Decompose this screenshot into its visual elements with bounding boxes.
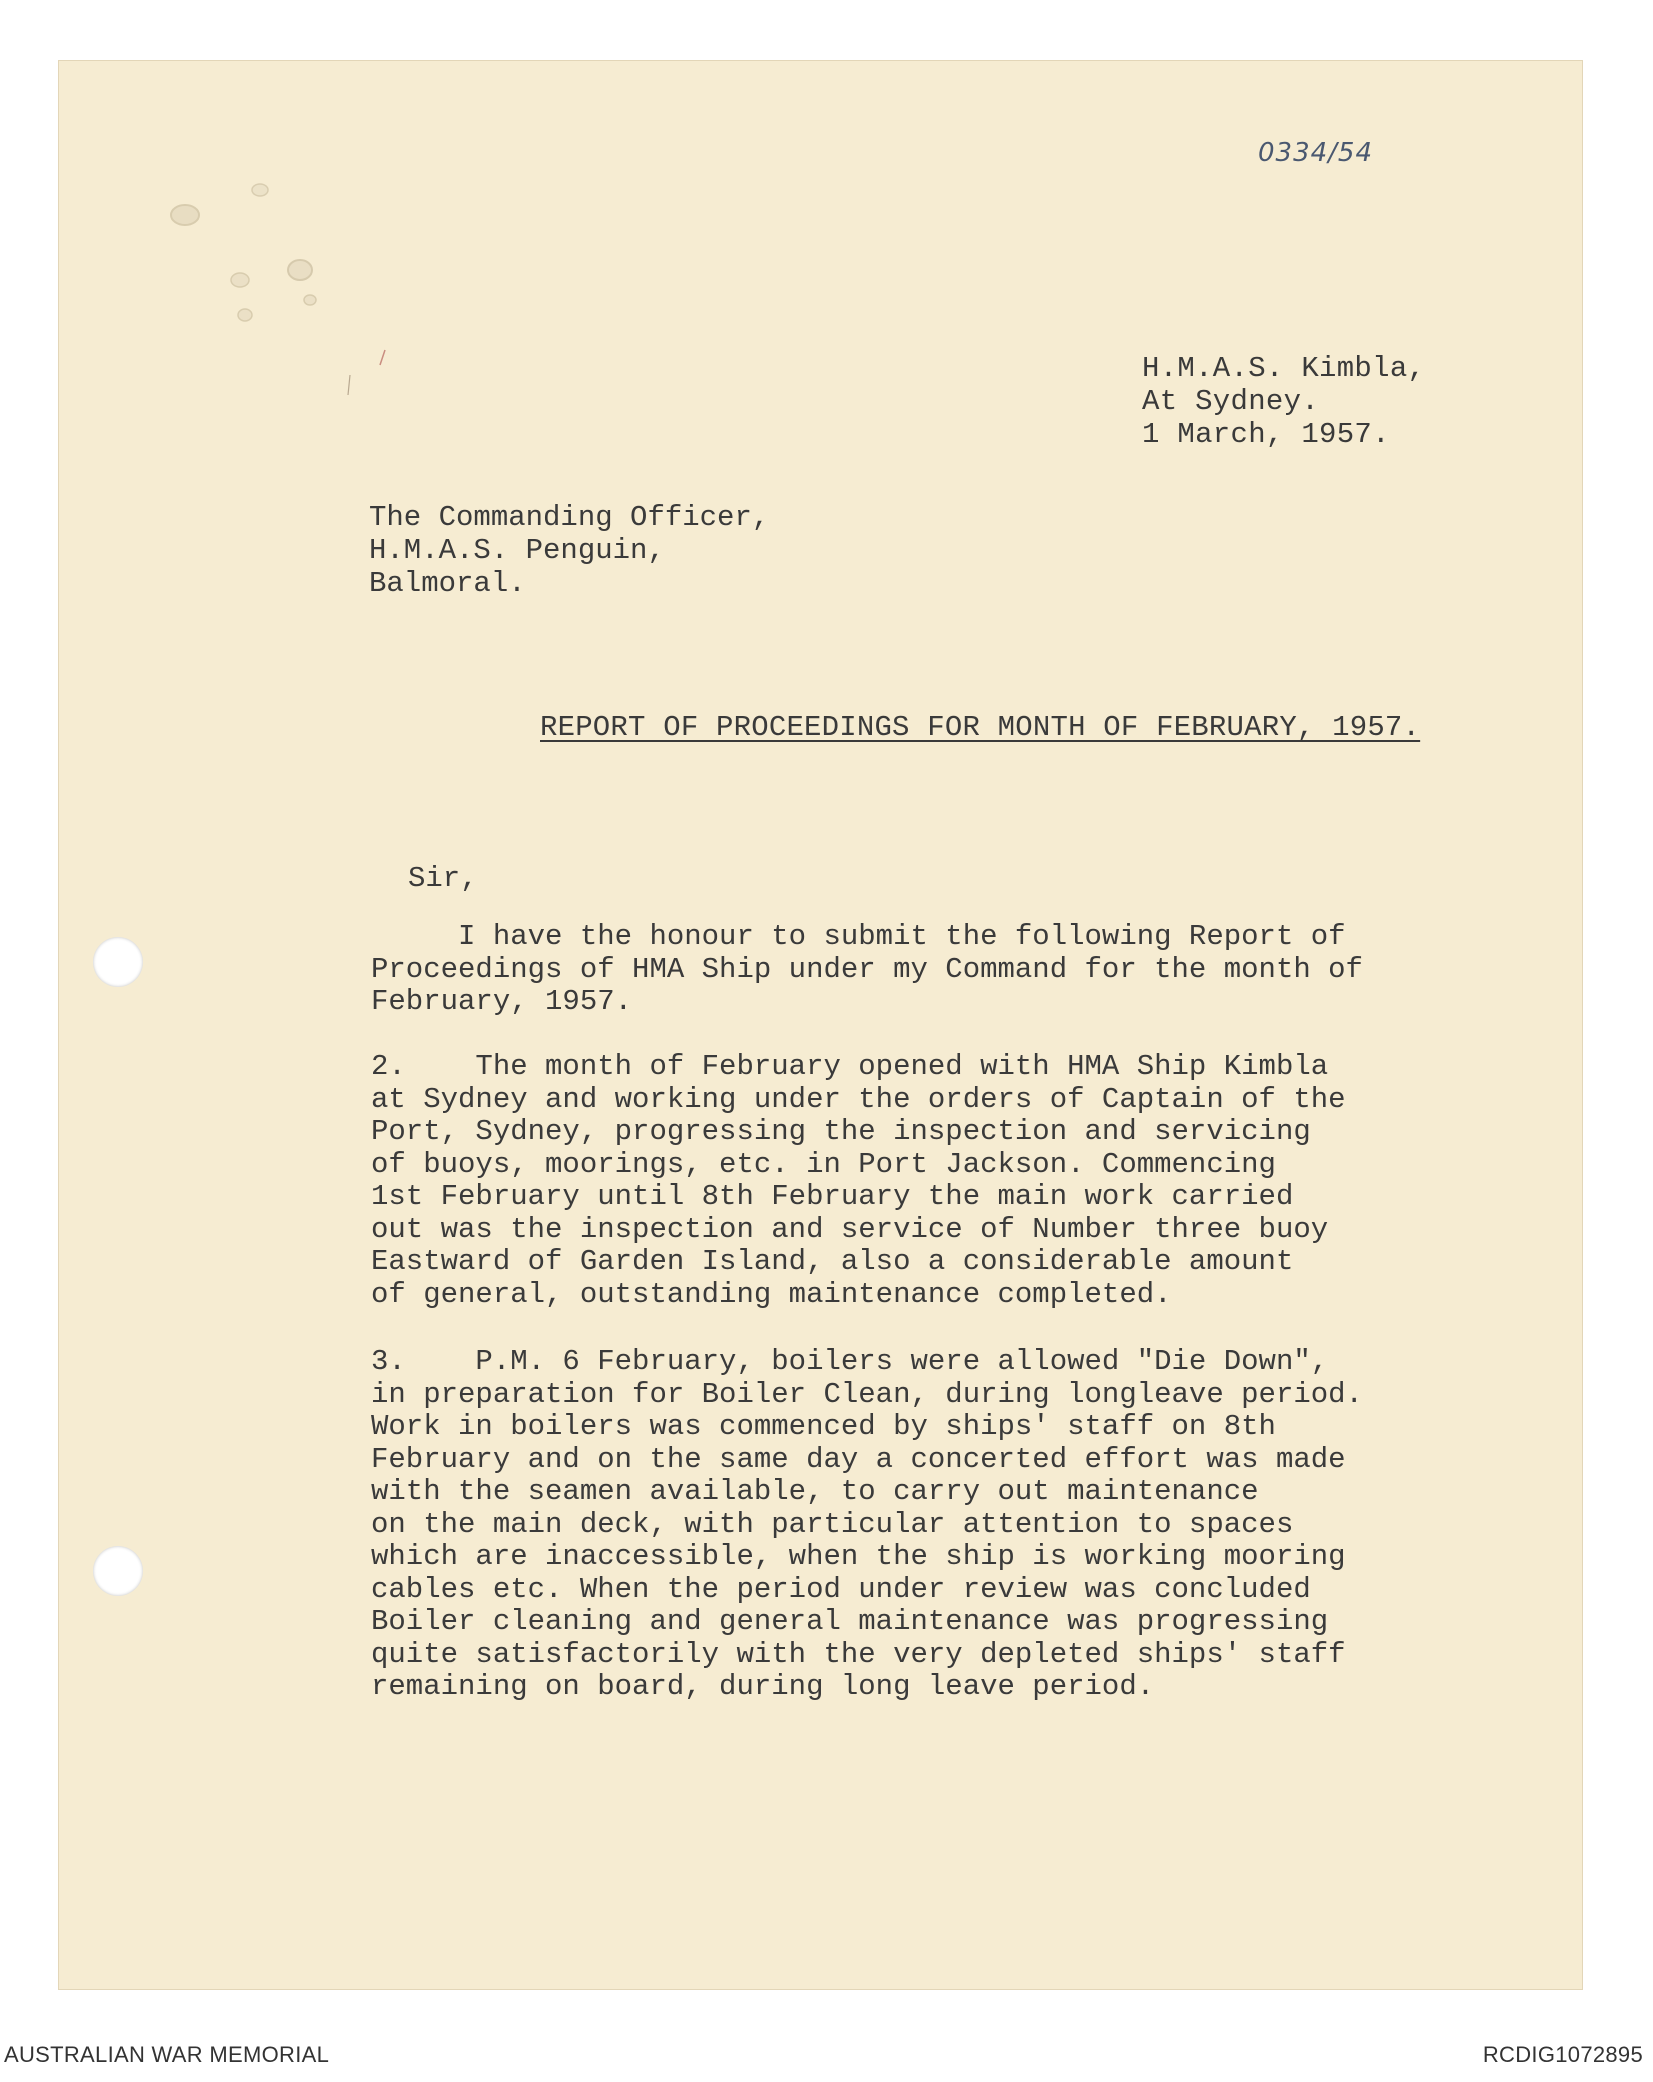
subject-heading: REPORT OF PROCEEDINGS FOR MONTH OF FEBRUARY, 1957. xyxy=(540,711,1421,744)
paragraph-line: of buoys, moorings, etc. in Port Jackson. Commencing xyxy=(371,1147,1276,1181)
paragraph-line: Eastward of Garden Island, also a considerable amount xyxy=(371,1245,1294,1278)
sender-address xyxy=(1142,352,1425,451)
reference-note: 0334/54 xyxy=(1258,138,1374,168)
paragraph-line: Proceedings of HMA Ship under my Command for the month of xyxy=(371,952,1363,986)
paragraph-line: which are inaccessible, when the ship is working mooring xyxy=(371,1540,1346,1573)
sender-line: H.M.A.S. Kimbla, xyxy=(1142,352,1426,385)
paragraph-line: at Sydney and working under the orders of Captain of the xyxy=(371,1082,1346,1116)
punch-hole-top xyxy=(93,937,143,987)
paragraph-line: out was the inspection and service of Number three buoy xyxy=(371,1212,1329,1246)
paragraph-line: 2. The month of February opened with HMA Ship Kimbla xyxy=(371,1050,1329,1083)
paragraph-line: 3. P.M. 6 February, boilers were allowed "Die Down", xyxy=(371,1345,1329,1378)
paragraph-line: of general, outstanding maintenance completed. xyxy=(371,1277,1172,1311)
paragraph-3 xyxy=(371,1346,1481,1704)
paper-stain-marks xyxy=(140,150,440,410)
paragraph-line: quite satisfactorily with the very depleted ships' staff xyxy=(371,1637,1346,1671)
footer-archive-name: AUSTRALIAN WAR MEMORIAL xyxy=(4,2042,330,2067)
paragraph-line: in preparation for Boiler Clean, during longleave period. xyxy=(371,1377,1363,1411)
paragraph-line: 1st February until 8th February the main work carried xyxy=(371,1180,1294,1213)
paragraph-line: February and on the same day a concerted effort was made xyxy=(371,1442,1346,1476)
paragraph-line: cables etc. When the period under review was concluded xyxy=(371,1572,1311,1606)
paragraph-line: with the seamen available, to carry out maintenance xyxy=(371,1475,1259,1508)
recipient-line: Balmoral. xyxy=(369,567,526,600)
paragraph-line: remaining on board, during long leave period. xyxy=(371,1670,1155,1703)
paragraph-1 xyxy=(371,921,1481,1019)
sender-line: At Sydney. xyxy=(1142,385,1320,418)
paragraph-line: Port, Sydney, progressing the inspection and servicing xyxy=(371,1115,1311,1148)
sender-date: 1 March, 1957. xyxy=(1142,418,1390,451)
paragraph-line: on the main deck, with particular attention to spaces xyxy=(371,1507,1294,1541)
footer-record-id: RCDIG1072895 xyxy=(1482,2042,1643,2067)
paragraph-2 xyxy=(371,1051,1481,1311)
paragraph-line: February, 1957. xyxy=(371,985,633,1018)
handwritten-reference xyxy=(1258,138,1373,168)
paragraph-line: Work in boilers was commenced by ships' staff on 8th xyxy=(371,1410,1276,1443)
paragraph-line: I have the honour to submit the following Report of xyxy=(371,920,1346,953)
punch-hole-bottom xyxy=(93,1546,143,1596)
salutation: Sir, xyxy=(408,862,478,895)
paragraph-line: Boiler cleaning and general maintenance was progressing xyxy=(371,1605,1329,1638)
recipient-address xyxy=(369,501,769,600)
recipient-line: The Commanding Officer, xyxy=(369,501,770,534)
recipient-line: H.M.A.S. Penguin, xyxy=(369,534,665,567)
